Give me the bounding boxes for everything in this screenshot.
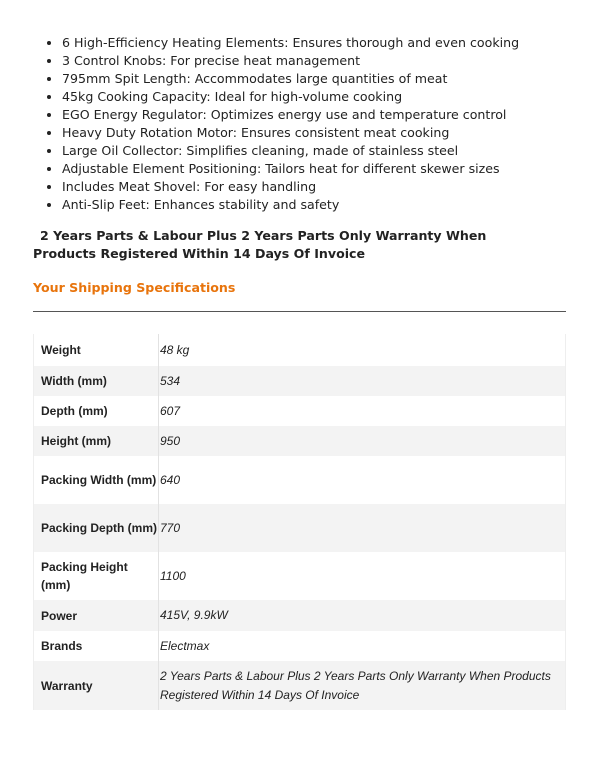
feature-item: • Adjustable Element Positioning: Tailors heat for different skewer sizes — [62, 160, 519, 178]
feature-item: • Large Oil Collector: Simplifies cleaning, made of stainless steel — [62, 142, 519, 160]
shipping-spec-table — [33, 334, 566, 710]
spec-label: Depth (mm) — [34, 396, 159, 426]
spec-label: Power — [34, 600, 159, 631]
spec-label: Height (mm) — [34, 426, 159, 456]
spec-value: 534 — [159, 366, 566, 396]
spec-value: 415V, 9.9kW — [159, 600, 566, 631]
spec-label: Packing Width (mm) — [34, 456, 159, 504]
spec-value: 48 kg — [159, 334, 566, 366]
table-row — [34, 426, 566, 456]
shipping-title: Your Shipping Specifications — [33, 280, 236, 295]
table-row — [34, 661, 566, 710]
table-row — [34, 552, 566, 600]
table-row — [34, 456, 566, 504]
feature-list — [62, 34, 519, 214]
section-divider — [33, 311, 566, 312]
table-row — [34, 396, 566, 426]
feature-item: • EGO Energy Regulator: Optimizes energy use and temperature control — [62, 106, 519, 124]
feature-item: • Includes Meat Shovel: For easy handling — [62, 178, 519, 196]
table-row — [34, 600, 566, 631]
spec-label: Packing Depth (mm) — [34, 504, 159, 552]
spec-value: 770 — [159, 504, 566, 552]
feature-item: • 6 High-Efficiency Heating Elements: Ensures thorough and even cooking — [62, 34, 519, 52]
spec-label: Width (mm) — [34, 366, 159, 396]
spec-label: Weight — [34, 334, 159, 366]
feature-item: • 3 Control Knobs: For precise heat management — [62, 52, 519, 70]
table-row — [34, 504, 566, 552]
warranty-heading-text: 2 Years Parts & Labour Plus 2 Years Parts Only Warranty When Products Registered Within 14 Days Of Invoice — [33, 228, 487, 261]
spec-value: 2 Years Parts & Labour Plus 2 Years Parts Only Warranty When Products Registered Within 14 Days Of Invoice — [159, 661, 566, 710]
feature-item: • 795mm Spit Length: Accommodates large quantities of meat — [62, 70, 519, 88]
warranty-heading — [33, 227, 553, 263]
spec-label: Brands — [34, 631, 159, 661]
spec-value: 1100 — [159, 552, 566, 600]
spec-value: 640 — [159, 456, 566, 504]
table-row — [34, 631, 566, 661]
table-row — [34, 366, 566, 396]
spec-value: 607 — [159, 396, 566, 426]
table-row — [34, 334, 566, 366]
spec-label: Warranty — [34, 661, 159, 710]
spec-value: Electmax — [159, 631, 566, 661]
feature-item: • Anti-Slip Feet: Enhances stability and safety — [62, 196, 519, 214]
feature-item: • 45kg Cooking Capacity: Ideal for high-volume cooking — [62, 88, 519, 106]
feature-item: • Heavy Duty Rotation Motor: Ensures consistent meat cooking — [62, 124, 519, 142]
spec-label: Packing Height (mm) — [34, 552, 159, 600]
spec-value: 950 — [159, 426, 566, 456]
